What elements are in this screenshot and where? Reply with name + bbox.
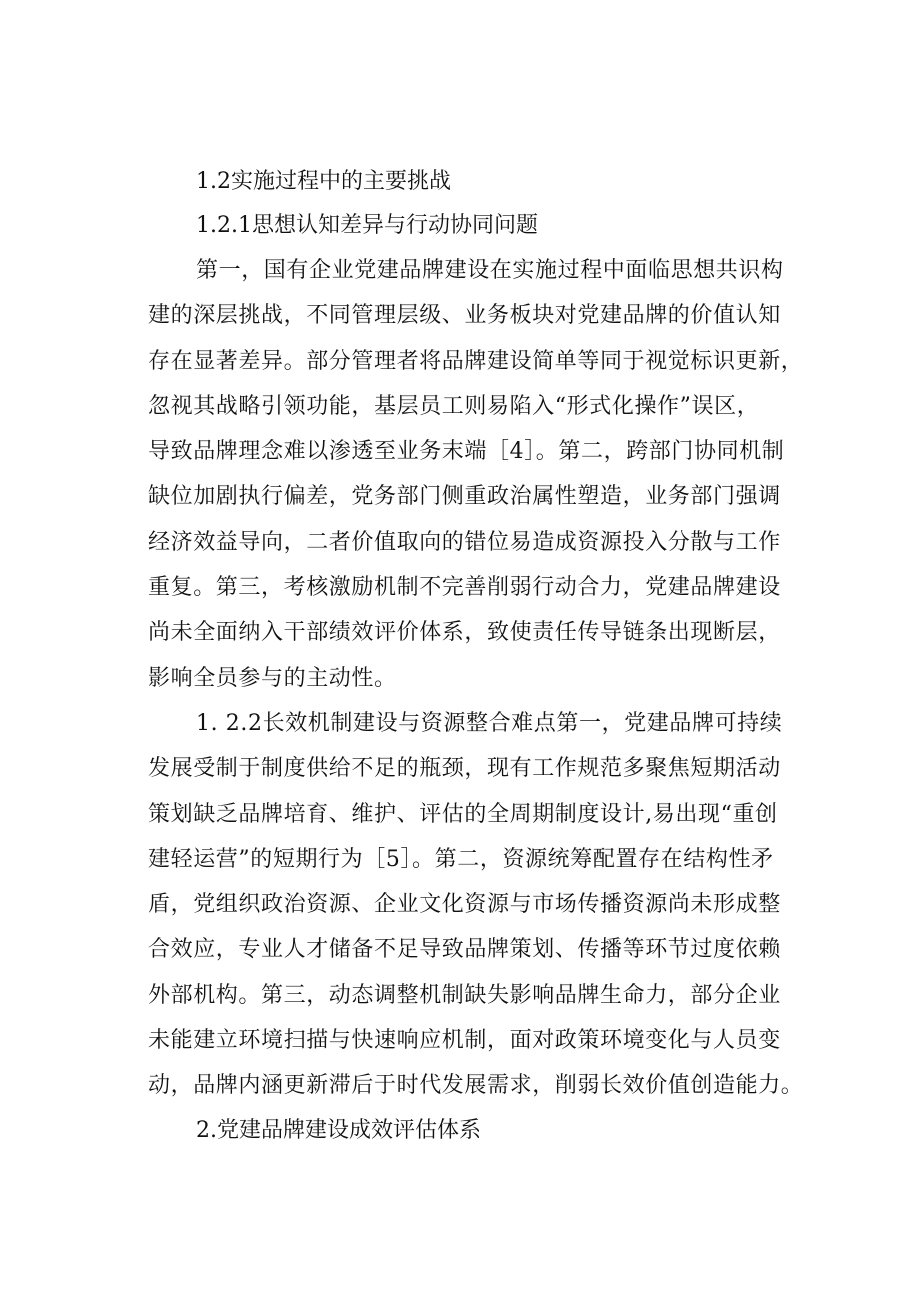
- paragraph-2-line: 盾，党组织政治资源、企业文化资源与市场传播资源尚未形成整: [148, 892, 781, 918]
- document-body: [148, 160, 804, 1153]
- paragraph-2-line: 合效应，专业人才储备不足导致品牌策划、传播等环节过度依赖: [148, 937, 781, 963]
- paragraph-1: [148, 248, 804, 701]
- paragraph-1-line: 第一，国有企业党建品牌建设在实施过程中面临思想共识构: [196, 258, 784, 283]
- paragraph-1-line: 建的深层挑战，不同管理层级、业务板块对党建品牌的价值认知: [148, 303, 781, 329]
- paragraph-2-line: 外部机构。第三，动态调整机制缺失影响品牌生命力，部分企业: [148, 982, 781, 1008]
- paragraph-2-line: 建轻运营”的短期行为［5］。第二，资源统筹配置存在结构性矛: [148, 846, 774, 872]
- paragraph-2: [148, 701, 804, 1109]
- section-heading-2: 2.党建品牌建设成效评估体系: [196, 1117, 481, 1143]
- paragraph-1-line: 尚未全面纳入干部绩效评价体系，致使责任传导链条出现断层，: [148, 620, 781, 646]
- paragraph-2-line: 1. 2.2长效机制建设与资源整合难点第一，党建品牌可持续: [196, 710, 783, 736]
- paragraph-1-line: 存在显著差异。部分管理者将品牌建设简单等同于视觉标识更新，: [148, 348, 804, 374]
- paragraph-1-line: 经济效益导向，二者价值取向的错位易造成资源投入分散与工作: [148, 529, 781, 555]
- paragraph-2-line: 发展受制于制度供给不足的瓶颈，现有工作规范多聚焦短期活动: [148, 756, 781, 782]
- paragraph-1-line: 忽视其战略引领功能，基层员工则易陷入“形式化操作”误区，: [148, 393, 760, 419]
- paragraph-1-line: 重复。第三，考核激励机制不完善削弱行动合力，党建品牌建设: [148, 575, 781, 601]
- paragraph-1-line: 影响全员参与的主动性。: [148, 665, 397, 691]
- paragraph-2-line: 未能建立环境扫描与快速响应机制，面对政策环境变化与人员变: [148, 1028, 781, 1054]
- paragraph-2-line: 策划缺乏品牌培育、维护、评估的全周期制度设计,易出现“重创: [148, 801, 778, 827]
- paragraph-1-line: 缺位加剧执行偏差，党务部门侧重政治属性塑造，业务部门强调: [148, 484, 781, 510]
- paragraph-1-line: 导致品牌理念难以渗透至业务末端［4］。第二，跨部门协同机制: [148, 439, 785, 465]
- paragraph-2-line: 动，品牌内涵更新滞后于时代发展需求，削弱长效价值创造能力。: [148, 1073, 804, 1099]
- section-heading-1-2: 1.2实施过程中的主要挑战: [196, 169, 451, 194]
- section-heading-1-2-1: 1.2.1思想认知差异与行动协同问题: [196, 213, 538, 238]
